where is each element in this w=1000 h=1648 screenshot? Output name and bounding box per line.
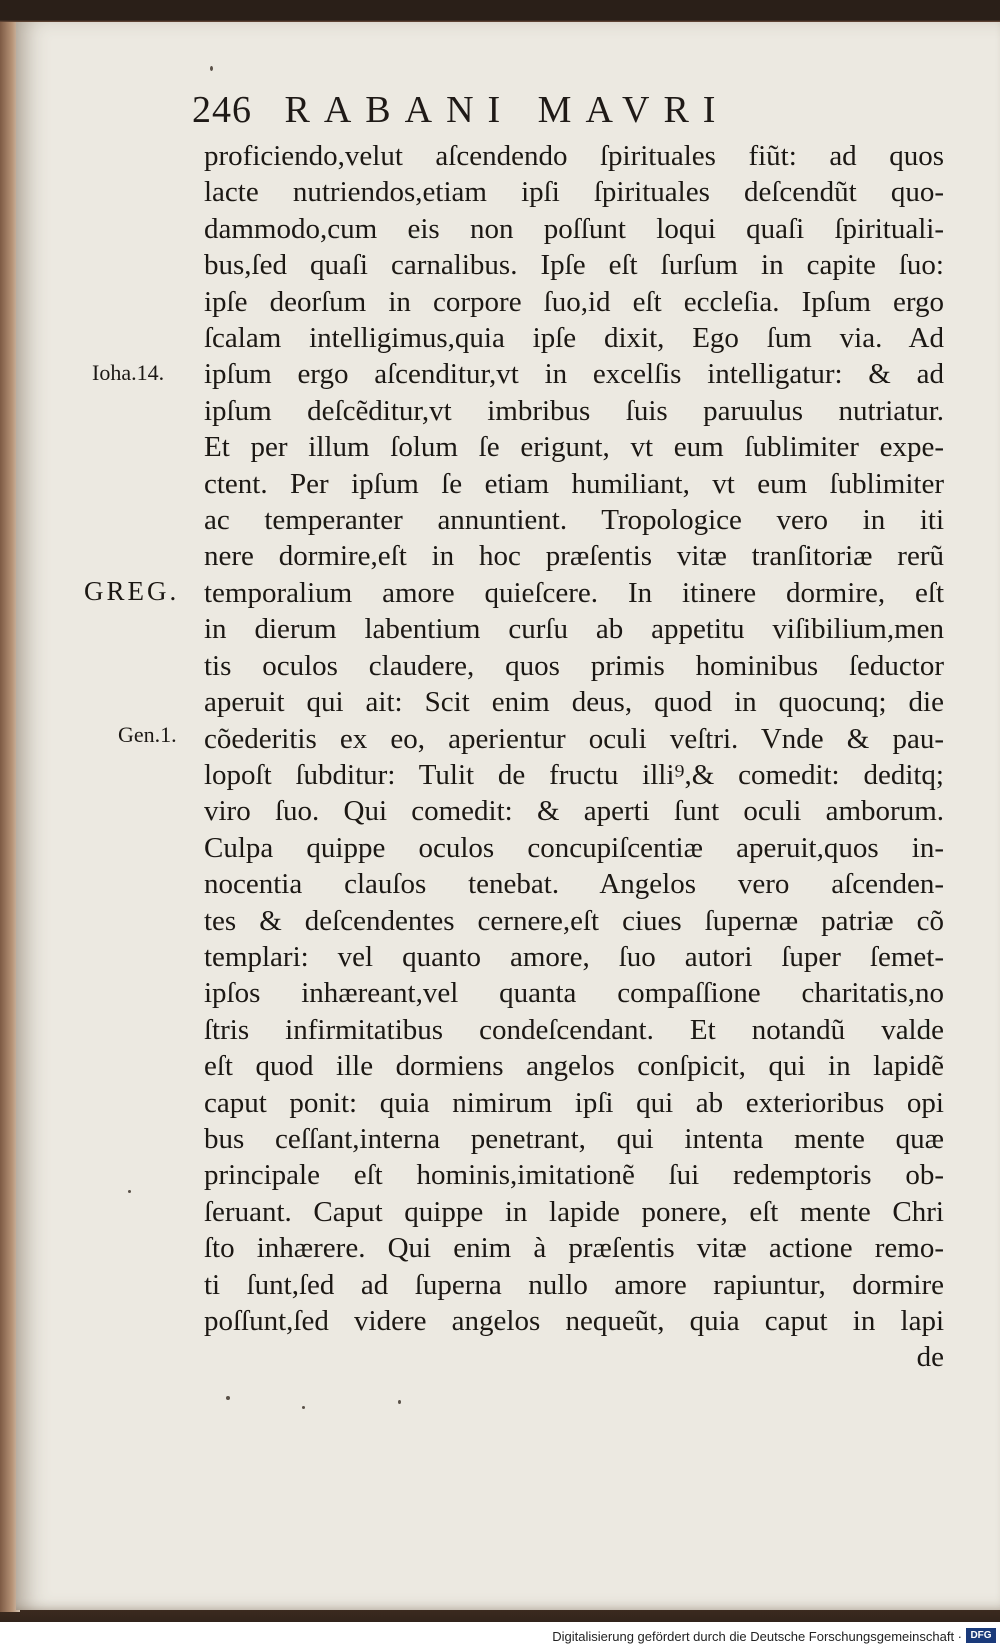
text-line: ac temperanter annuntient. Tropologice vero in iti bbox=[204, 504, 944, 537]
text-line: aperuit qui ait: Scit enim deus, quod in quocunq; die bbox=[204, 686, 944, 719]
text-line: Et per illum ſolum ſe erigunt, vt eum ſublimiter expe- bbox=[204, 431, 944, 464]
text-line: ti ſunt,ſed ad ſuperna nullo amore rapiuntur, dormire bbox=[204, 1268, 944, 1301]
page-number: 246 bbox=[192, 89, 252, 131]
text-line: Culpa quippe oculos concupiſcentiæ aperuit,quos in- bbox=[204, 831, 944, 864]
text-line: viro ſuo. Qui comedit: & aperti ſunt oculi amborum. bbox=[204, 795, 944, 828]
text-line: nocentia clauſos tenebat. Angelos vero aſcenden- bbox=[204, 868, 944, 901]
ink-speck bbox=[128, 1190, 131, 1193]
text-line: lacte nutriendos,etiam ipſi ſpirituales deſcendũt quo- bbox=[204, 176, 944, 209]
text-line: lopoſt ſubditur: Tulit de fructu illi⁹,& comedit: deditq; bbox=[204, 758, 944, 791]
margin-note-greg: GREG. bbox=[84, 576, 180, 606]
text-line: poſſunt,ſed videre angelos nequeũt, quia caput in lapi bbox=[204, 1305, 944, 1337]
text-line: eſt quod ille dormiens angelos conſpicit, qui in lapidẽ bbox=[204, 1050, 944, 1083]
text-line: ſtris infirmitatibus condeſcendant. Et notandũ valde bbox=[204, 1013, 944, 1046]
text-line: tes & deſcendentes cernere,eſt ciues ſupernæ patriæ cõ bbox=[204, 904, 944, 937]
text-line: templari: vel quanto amore, ſuo autori ſuper ſemet- bbox=[204, 940, 944, 973]
ink-speck bbox=[210, 66, 213, 71]
ink-speck bbox=[302, 1406, 305, 1409]
text-line: in dierum labentium curſu ab appetitu viſibilium,men bbox=[204, 613, 944, 646]
footer-bar bbox=[0, 1622, 1000, 1648]
running-title: RABANI MAVRI bbox=[284, 89, 730, 131]
text-line: bus,ſed quaſi carnalibus. Ipſe eſt ſurſum in capite ſuo: bbox=[204, 249, 944, 282]
ink-speck bbox=[226, 1396, 230, 1400]
body-text bbox=[204, 138, 944, 1376]
catchword: de bbox=[916, 1341, 944, 1374]
text-line: proficiendo,velut aſcendendo ſpirituales fiũt: ad quos bbox=[204, 140, 944, 172]
text-line: bus ceſſant,interna penetrant, qui intenta mente quæ bbox=[204, 1122, 944, 1155]
text-line: principale eſt hominis,imitationẽ ſui redemptoris ob- bbox=[204, 1159, 944, 1192]
margin-note-john: Ioha.14. bbox=[92, 360, 165, 385]
text-line: caput ponit: quia nimirum ipſi qui ab exterioribus opi bbox=[204, 1086, 944, 1119]
text-line: ſto inhærere. Qui enim à præſentis vitæ actione remo- bbox=[204, 1232, 944, 1265]
margin-note-genesis: Gen.1. bbox=[118, 722, 177, 747]
text-line: temporalium amore quieſcere. In itinere dormire, eſt bbox=[204, 576, 944, 609]
text-line: ipſos inhæreant,vel quanta compaſſione charitatis,no bbox=[204, 977, 944, 1010]
text-line: ipſum deſcẽditur,vt imbribus ſuis paruulus nutriatur. bbox=[204, 394, 944, 427]
dfg-logo: DFG bbox=[966, 1628, 996, 1643]
footer-credit: Digitalisierung gefördert durch die Deutsche Forschungsgemeinschaft · bbox=[552, 1629, 962, 1644]
text-line: ſeruant. Caput quippe in lapide ponere, eſt mente Chri bbox=[204, 1195, 944, 1228]
text-line: dammodo,cum eis non poſſunt loqui quaſi ſpirituali- bbox=[204, 212, 944, 245]
text-line: ſcalam intelligimus,quia ipſe dixit, Ego ſum via. Ad bbox=[204, 322, 944, 355]
text-line: cõederitis ex eo, aperientur oculi veſtri. Vnde & pau- bbox=[204, 722, 944, 755]
text-line: nere dormire,eſt in hoc præſentis vitæ tranſitoriæ rerũ bbox=[204, 540, 944, 573]
text-line: ctent. Per ipſum ſe etiam humiliant, vt eum ſublimiter bbox=[204, 467, 944, 500]
ink-speck bbox=[398, 1400, 401, 1404]
text-line: tis oculos claudere, quos primis hominibus ſeductor bbox=[204, 649, 944, 682]
text-line: ipſe deorſum in corpore ſuo,id eſt eccleſia. Ipſum ergo bbox=[204, 285, 944, 318]
text-line: ipſum ergo aſcenditur,vt in excelſis intelligatur: & ad bbox=[204, 358, 944, 391]
running-head bbox=[192, 88, 729, 132]
